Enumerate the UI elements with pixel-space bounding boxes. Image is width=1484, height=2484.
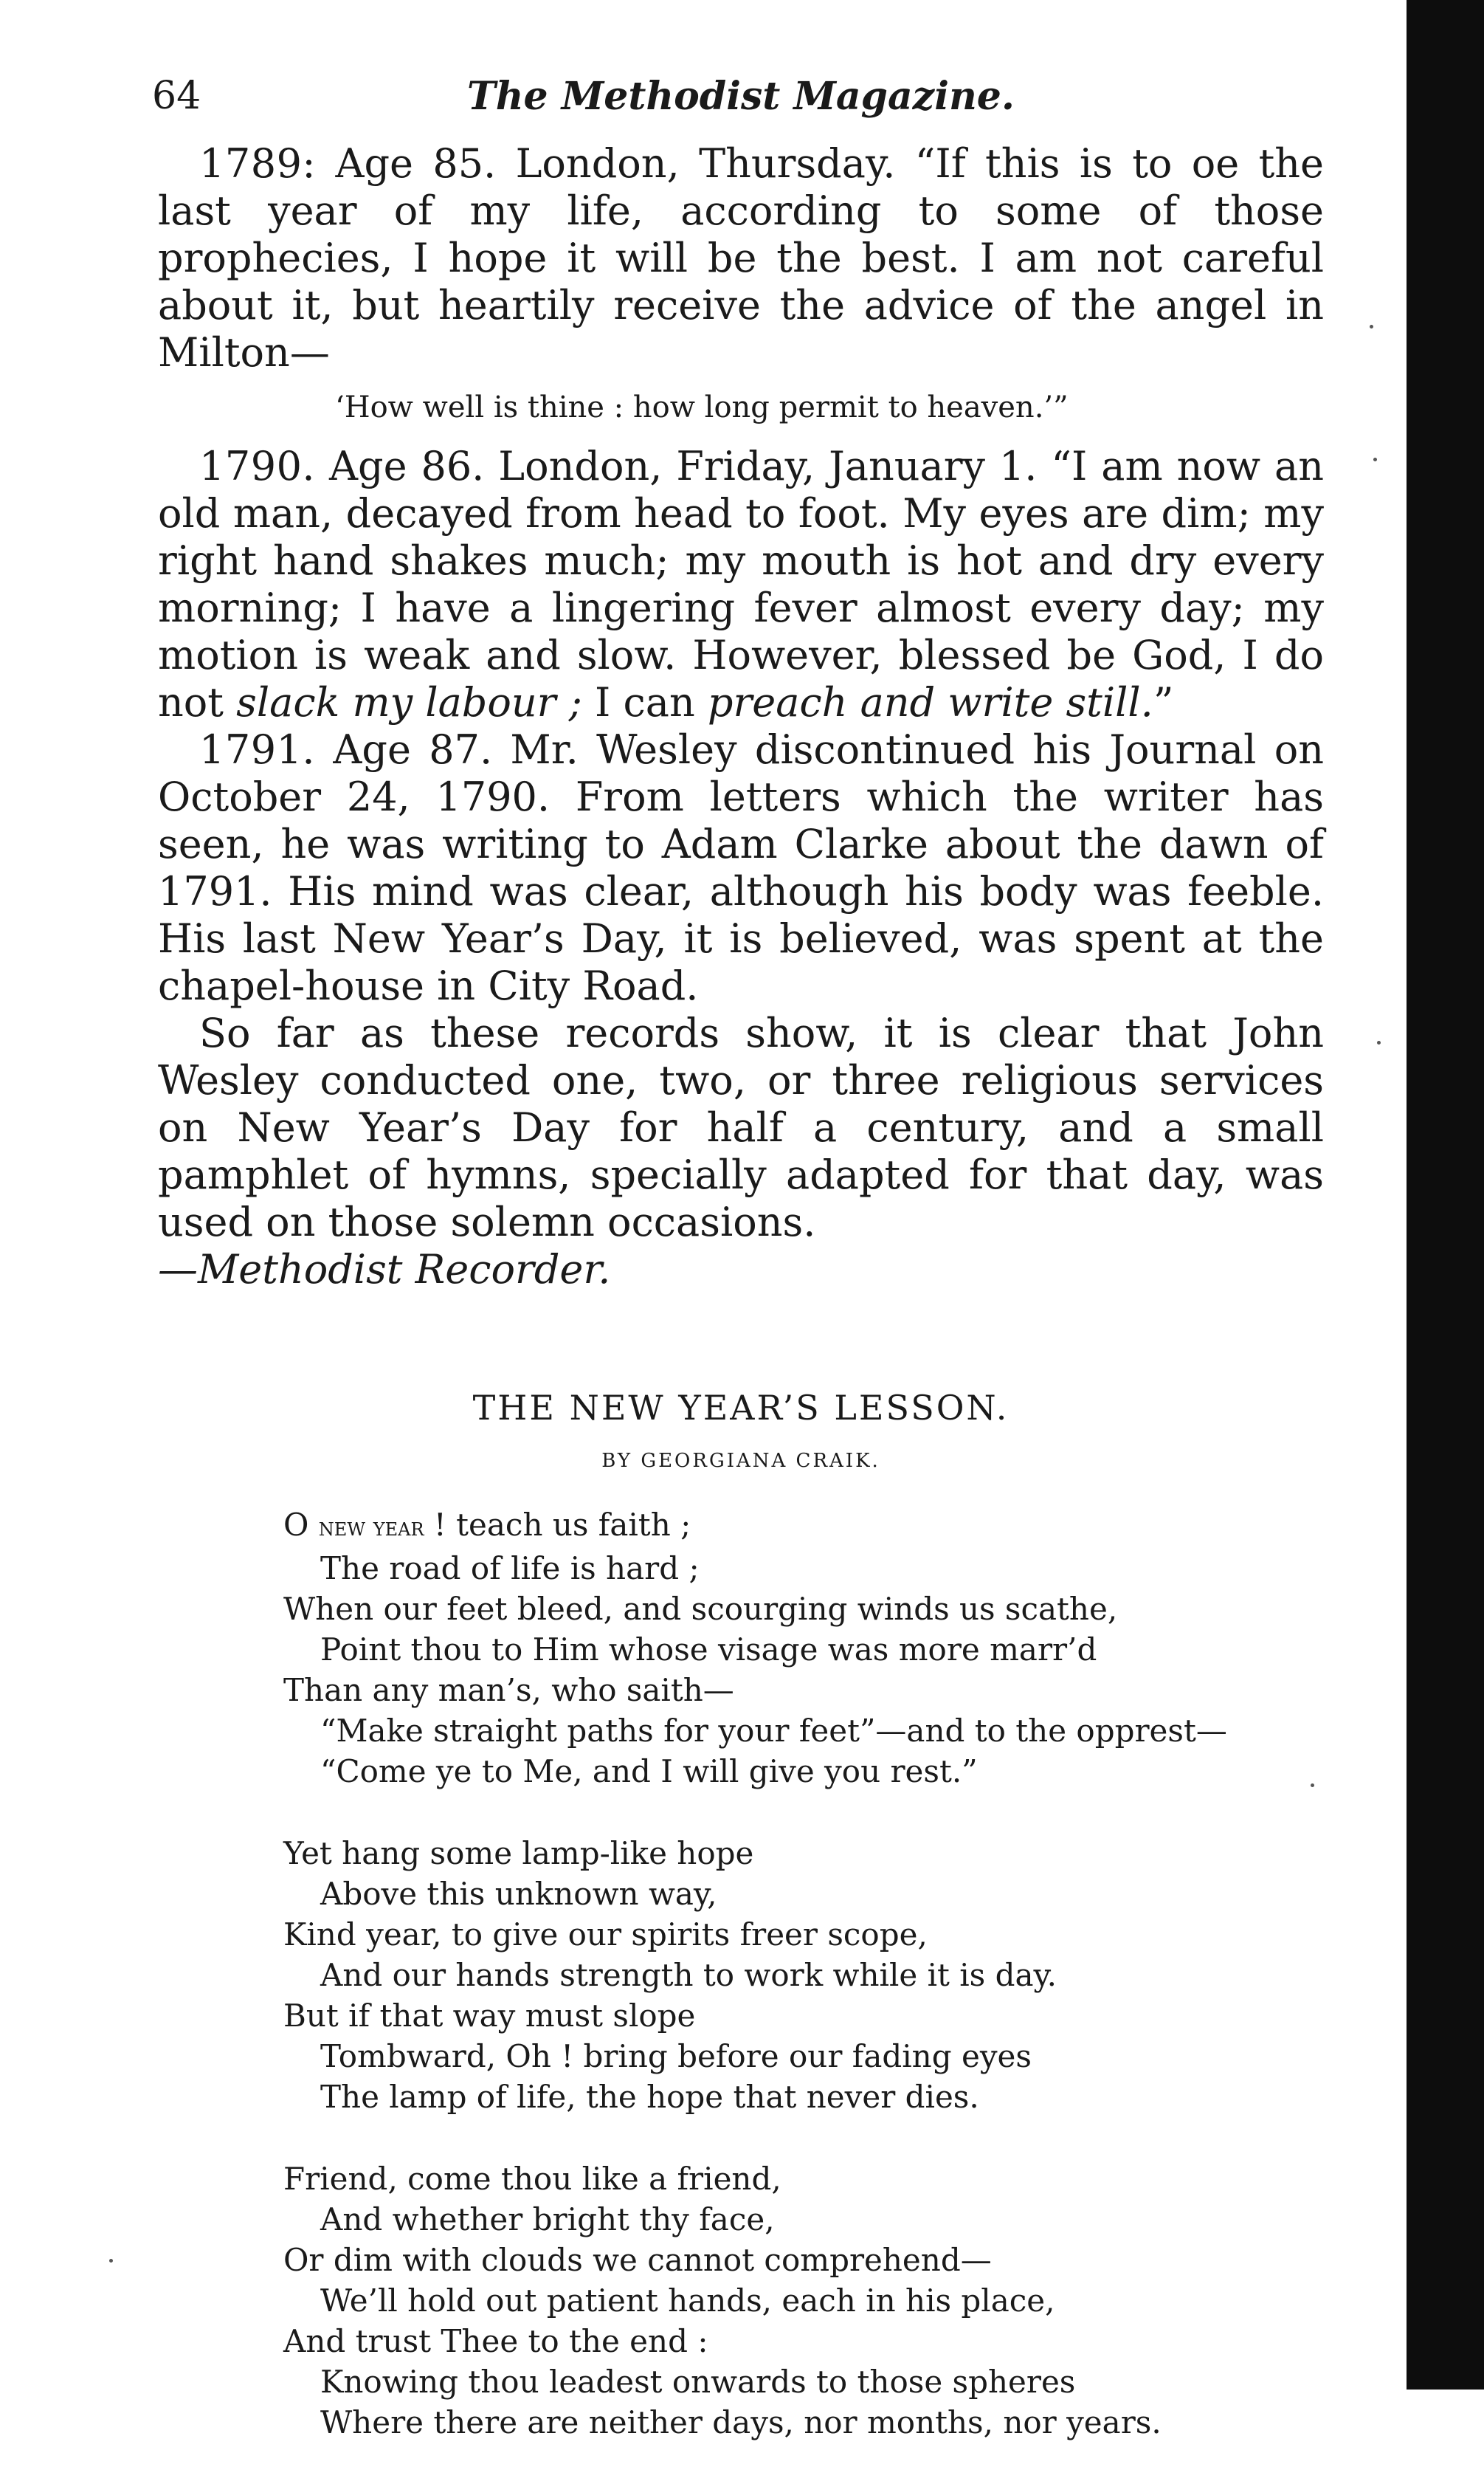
running-header xyxy=(152,74,1324,140)
poem-line: Or dim with clouds we cannot comprehend— xyxy=(283,2242,992,2278)
poem-small-caps: new year xyxy=(318,1513,424,1542)
poem-line: Yet hang some lamp-like hope xyxy=(283,1835,754,1871)
scan-edge-bar xyxy=(1407,0,1484,2390)
poem-line: But if that way must slope xyxy=(283,1998,696,2034)
speck xyxy=(1373,458,1377,461)
entry-year: 1790. xyxy=(199,443,316,489)
poem-line: Point thou to Him whose visage was more marr’d xyxy=(320,1631,1097,1668)
poem-line: Where there are neither days, nor months, nor years. xyxy=(320,2404,1162,2440)
journal-extracts xyxy=(158,140,1324,1293)
poem-line: We’ll hold out patient hands, each in his place, xyxy=(320,2282,1055,2319)
entry-1789 xyxy=(158,140,1324,376)
closing-paragraph xyxy=(158,1010,1324,1246)
entry-year: 1789: xyxy=(199,140,317,187)
entry-text: Age 87. Mr. Wesley discontinued his Journal on October 24, 1790. From letters which the writer has seen, he was writing to Adam Clarke about the dawn of 1791. His mind was clear, although his body was feeble. His last New Year’s Day, it is believed, was spent at the chapel-house in City Road. xyxy=(158,726,1324,1009)
entry-text: Age 85. London, Thursday. “If this is to oe the last year of my life, according to some of those prophecies, I hope it will be the best. I am not careful about it, but heartily receive the advice of the angel in Milton— xyxy=(158,140,1324,376)
entry-year: 1791. xyxy=(199,726,316,773)
poem-line: The road of life is hard ; xyxy=(320,1550,700,1586)
poem-text: ! teach us faith ; xyxy=(424,1507,691,1543)
poem-line: Above this unknown way, xyxy=(320,1876,717,1912)
poem-title: THE NEW YEAR’S LESSON. xyxy=(472,1388,1010,1428)
entry-1790 xyxy=(158,443,1324,726)
poem-line: Tombward, Oh ! bring before our fading eyes xyxy=(320,2038,1032,2074)
entry-italic: slack my labour ; xyxy=(236,679,582,726)
poem-stanza-2 xyxy=(283,1833,1324,2117)
speck xyxy=(1370,325,1373,328)
poem-line: And our hands strength to work while it is day. xyxy=(320,1957,1057,1993)
source-credit: —Methodist Recorder. xyxy=(158,1246,611,1293)
page xyxy=(152,74,1324,2484)
milton-quote: ‘How well is thine : how long permit to heaven.’” xyxy=(335,391,1069,424)
poem-line: Knowing thou leadest onwards to those spheres xyxy=(320,2364,1076,2400)
poem-line: Friend, come thou like a friend, xyxy=(283,2161,781,2197)
poem-byline: BY GEORGIANA CRAIK. xyxy=(601,1450,880,1472)
poem-line xyxy=(283,1504,1324,1548)
entry-text: ” xyxy=(1153,679,1174,726)
poem-line: Than any man’s, who saith— xyxy=(283,1672,734,1708)
speck xyxy=(109,2259,113,2263)
entry-text: I can xyxy=(581,679,708,726)
poem-stanza-1 xyxy=(283,1504,1324,1792)
entry-1791 xyxy=(158,726,1324,1010)
poem-line: “Make straight paths for your feet”—and to the opprest— xyxy=(320,1713,1227,1749)
paragraph-text: So far as these records show, it is clear that John Wesley conducted one, two, or three religious services on New Year’s Day for half a century, and a small pamphlet of hymns, specially adapted for that day, was used on those solemn occasions. xyxy=(158,1010,1324,1245)
poem-line: And trust Thee to the end : xyxy=(283,2323,708,2359)
poem-line: The lamp of life, the hope that never dies. xyxy=(320,2079,979,2115)
entry-text: Age 86. London, Friday, January 1. “I am now an old man, decayed from head to foot. My eyes are dim; my right hand shakes much; my mouth is hot and dry every morning; I have a lingering fever almost every day; my motion is weak and slow. However, blessed be God, I do not xyxy=(158,443,1324,726)
entry-italic: preach and write still. xyxy=(707,679,1153,726)
poem-line: “Come ye to Me, and I will give you rest.” xyxy=(320,1753,978,1789)
running-title: The Methodist Magazine. xyxy=(467,74,1015,119)
page-number: 64 xyxy=(152,74,201,118)
poem-text: O xyxy=(283,1507,319,1543)
poem-line: Kind year, to give our spirits freer scope, xyxy=(283,1916,928,1953)
speck xyxy=(1377,1041,1381,1045)
poem-stanza-3 xyxy=(283,2158,1324,2443)
poem-line: And whether bright thy face, xyxy=(320,2201,775,2237)
poem-line: When our feet bleed, and scourging winds us scathe, xyxy=(283,1591,1118,1627)
